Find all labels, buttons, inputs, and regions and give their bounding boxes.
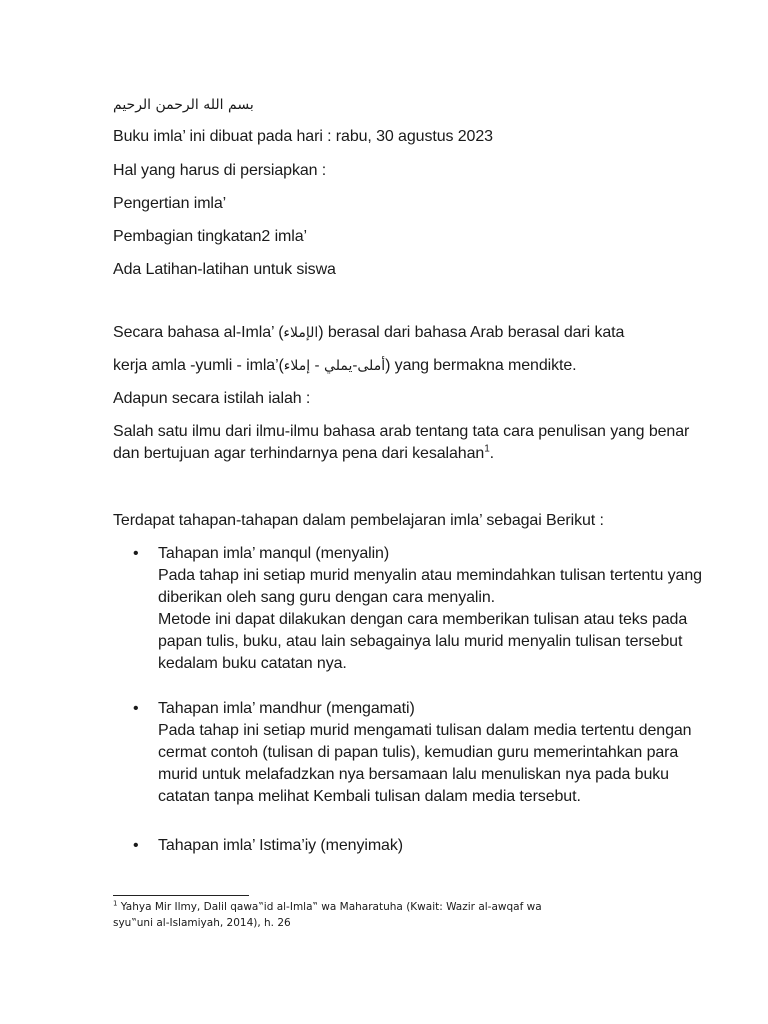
definition-line-1 bbox=[113, 322, 624, 344]
stage-line: Pada tahap ini setiap murid mengamati tulisan dalam media tertentu dengan bbox=[158, 722, 692, 739]
stage-title: Tahapan imla’ manqul (menyalin) bbox=[158, 545, 390, 562]
bullet-icon: • bbox=[133, 700, 139, 717]
text-run: kerja amla -yumli - imla’( bbox=[113, 357, 284, 374]
istilah-line bbox=[113, 443, 494, 465]
arabic-term: أملى-يملي - إملاء bbox=[283, 358, 386, 374]
stage-line: papan tulis, buku, atau lain sebagainya lalu murid menyalin tulisan tersebut bbox=[158, 633, 683, 650]
prep-heading: Hal yang harus di persiapkan : bbox=[113, 162, 327, 179]
text-run: . bbox=[489, 445, 495, 462]
stage-line: diberikan oleh sang guru dengan cara menyalin. bbox=[158, 589, 495, 606]
istilah-heading: Adapun secara istilah ialah : bbox=[113, 390, 311, 407]
date-line: Buku imla’ ini dibuat pada hari : rabu, 30 agustus 2023 bbox=[113, 128, 493, 145]
text-run: ) berasal dari bahasa Arab berasal dari kata bbox=[318, 324, 625, 341]
stage-title: Tahapan imla’ mandhur (mengamati) bbox=[158, 700, 415, 717]
footnote-ref[interactable]: 1 bbox=[484, 443, 490, 455]
text-run: dan bertujuan agar terhindarnya pena dari kesalahan bbox=[113, 445, 485, 462]
stage-line: Metode ini dapat dilakukan dengan cara memberikan tulisan atau teks pada bbox=[158, 611, 688, 628]
prep-item: Pembagian tingkatan2 imla’ bbox=[113, 228, 307, 245]
bullet-icon: • bbox=[133, 837, 139, 854]
bullet-icon: • bbox=[133, 545, 139, 562]
prep-item: Ada Latihan-latihan untuk siswa bbox=[113, 261, 336, 278]
footnote-number: 1 bbox=[113, 899, 118, 908]
prep-item: Pengertian imla’ bbox=[113, 195, 227, 212]
istilah-line: Salah satu ilmu dari ilmu-ilmu bahasa arab tentang tata cara penulisan yang benar bbox=[113, 423, 690, 440]
stage-title: Tahapan imla’ Istima’iy (menyimak) bbox=[158, 837, 403, 854]
stage-line: catatan tanpa melihat Kembali tulisan dalam media tersebut. bbox=[158, 788, 581, 805]
basmala: بسم الله الرحمن الرحيم bbox=[113, 97, 254, 113]
text-run: Secara bahasa al-Imla’ ( bbox=[113, 324, 284, 341]
stage-line: cermat contoh (tulisan di papan tulis), kemudian guru memerintahkan para bbox=[158, 744, 679, 761]
stage-line: kedalam buku catatan nya. bbox=[158, 655, 347, 672]
arabic-term: الإملاء bbox=[283, 325, 319, 341]
footnote-line bbox=[113, 900, 542, 914]
footnote-line: syu‟uni al-Islamiyah, 2014), h. 26 bbox=[113, 917, 291, 929]
stage-line: Pada tahap ini setiap murid menyalin atau memindahkan tulisan tertentu yang bbox=[158, 567, 702, 584]
stages-heading: Terdapat tahapan-tahapan dalam pembelajaran imla’ sebagai Berikut : bbox=[113, 512, 604, 529]
stage-line: murid untuk melafadzkan nya bersamaan lalu menuliskan nya pada buku bbox=[158, 766, 669, 783]
text-run: Yahya Mir Ilmy, Dalil qawa‟id al-Imla‟ wa Maharatuha (Kwait: Wazir al-awqaf wa bbox=[117, 901, 542, 913]
text-run: ) yang bermakna mendikte. bbox=[385, 357, 577, 374]
footnote-separator bbox=[113, 895, 249, 896]
definition-line-2 bbox=[113, 355, 576, 377]
